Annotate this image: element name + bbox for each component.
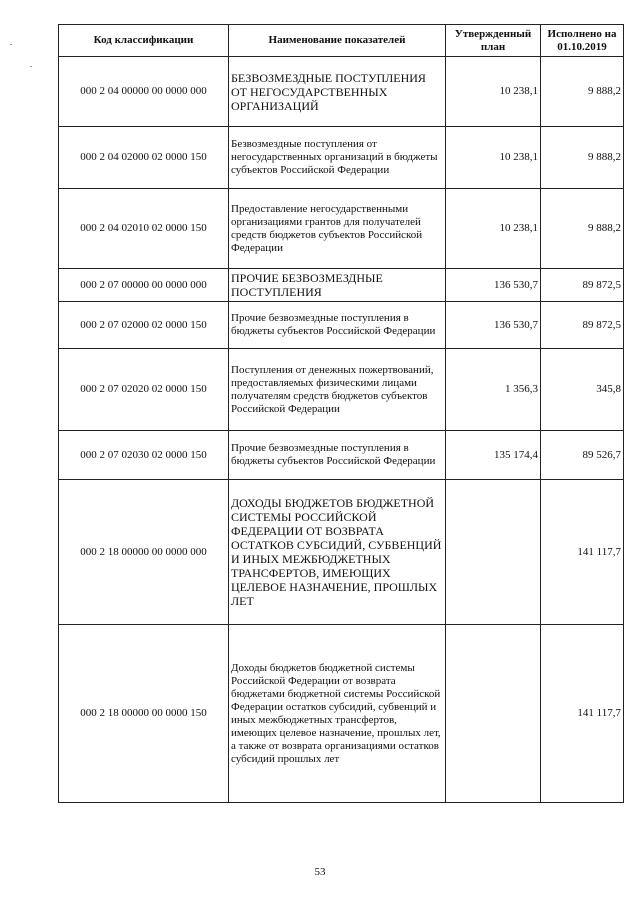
row-code: 000 2 18 00000 00 0000 150 (59, 625, 229, 803)
header-plan: Утвержденный план (446, 25, 541, 57)
row-executed: 345,8 (541, 349, 624, 431)
scan-speck (30, 66, 32, 67)
table-row (59, 57, 624, 127)
row-code: 000 2 07 00000 00 0000 000 (59, 269, 229, 302)
table-row (59, 302, 624, 349)
row-name: Прочие безвозмездные поступления в бюджеты субъектов Российской Федерации (229, 302, 446, 349)
table-row (59, 431, 624, 480)
row-code: 000 2 04 02010 02 0000 150 (59, 189, 229, 269)
row-name: Прочие безвозмездные поступления в бюджеты субъектов Российской Федерации (229, 431, 446, 480)
row-executed: 9 888,2 (541, 189, 624, 269)
row-plan (446, 480, 541, 625)
row-code: 000 2 07 02020 02 0000 150 (59, 349, 229, 431)
page-number: 53 (314, 866, 326, 878)
row-plan (446, 625, 541, 803)
row-plan: 10 238,1 (446, 57, 541, 127)
header-name: Наименование показателей (229, 25, 446, 57)
row-plan: 1 356,3 (446, 349, 541, 431)
row-executed: 89 872,5 (541, 302, 624, 349)
table-row (59, 189, 624, 269)
row-name: Предоставление негосударственными организациями грантов для получателей средств бюджетов субъектов Российской Федерации (229, 189, 446, 269)
table-header (59, 25, 624, 57)
header-code: Код классификации (59, 25, 229, 57)
row-name: Безвозмездные поступления от негосударственных организаций в бюджеты субъектов Российской Федерации (229, 127, 446, 189)
row-name: ПРОЧИЕ БЕЗВОЗМЕЗДНЫЕ ПОСТУПЛЕНИЯ (229, 269, 446, 302)
row-executed: 9 888,2 (541, 127, 624, 189)
row-code: 000 2 07 02030 02 0000 150 (59, 431, 229, 480)
row-executed: 9 888,2 (541, 57, 624, 127)
row-executed: 89 872,5 (541, 269, 624, 302)
row-name: БЕЗВОЗМЕЗДНЫЕ ПОСТУПЛЕНИЯ ОТ НЕГОСУДАРСТВЕННЫХ ОРГАНИЗАЦИЙ (229, 57, 446, 127)
header-executed: Исполнено на 01.10.2019 (541, 25, 624, 57)
table-row (59, 625, 624, 803)
table-row (59, 349, 624, 431)
row-name: Доходы бюджетов бюджетной системы Российской Федерации от возврата бюджетами бюджетной системы Российской Федерации остатков субсидий, субвенций и иных межбюджетных трансфертов, имеющих целевое назначение, прошлых лет, а также от возврата организациями остатков субсидий прошлых лет (229, 625, 446, 803)
row-plan: 10 238,1 (446, 127, 541, 189)
row-code: 000 2 04 02000 02 0000 150 (59, 127, 229, 189)
row-name: ДОХОДЫ БЮДЖЕТОВ БЮДЖЕТНОЙ СИСТЕМЫ РОССИЙСКОЙ ФЕДЕРАЦИИ ОТ ВОЗВРАТА ОСТАТКОВ СУБСИДИЙ, СУБВЕНЦИЙ И ИНЫХ МЕЖБЮДЖЕТНЫХ ТРАНСФЕРТОВ, ИМЕЮЩИХ ЦЕЛЕВОЕ НАЗНАЧЕНИЕ, ПРОШЛЫХ ЛЕТ (229, 480, 446, 625)
row-plan: 10 238,1 (446, 189, 541, 269)
row-plan: 136 530,7 (446, 269, 541, 302)
row-executed: 141 117,7 (541, 625, 624, 803)
row-plan: 135 174,4 (446, 431, 541, 480)
row-executed: 141 117,7 (541, 480, 624, 625)
row-executed: 89 526,7 (541, 431, 624, 480)
table-row (59, 127, 624, 189)
row-code: 000 2 18 00000 00 0000 000 (59, 480, 229, 625)
scan-speck (10, 44, 12, 45)
row-plan: 136 530,7 (446, 302, 541, 349)
table-row (59, 269, 624, 302)
table-row (59, 480, 624, 625)
row-code: 000 2 04 00000 00 0000 000 (59, 57, 229, 127)
budget-table (58, 24, 624, 803)
row-name: Поступления от денежных пожертвований, предоставляемых физическими лицами получателям средств бюджетов субъектов Российской Федерации (229, 349, 446, 431)
row-code: 000 2 07 02000 02 0000 150 (59, 302, 229, 349)
